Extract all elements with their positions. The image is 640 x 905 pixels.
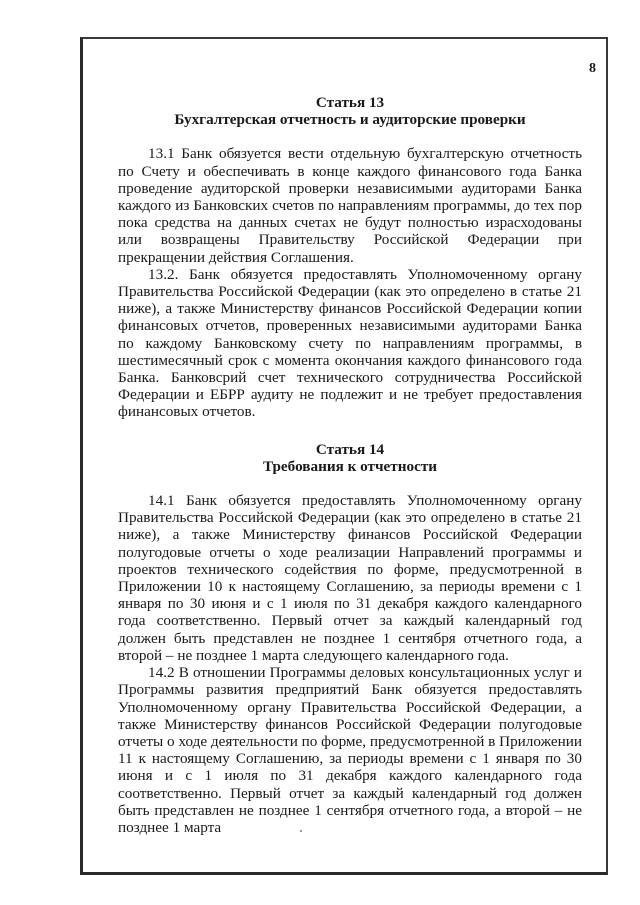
article-14 — [118, 441, 582, 836]
article-spacer — [118, 421, 582, 441]
page-number: 8 — [589, 61, 596, 76]
scan-speck — [300, 830, 302, 832]
article-13-heading: Статья 13 — [315, 94, 385, 111]
paragraph-13-1: 13.1 Банк обязуется вести отдельную бухгалтерскую отчетность по Счету и обеспечивать в конце каждого финансового года Банка проведение аудиторской проверки независимыми аудиторами Банка каждого из Банковских счетов по направлениям программы, до тех пор пока средства на данных счетах не будут полностью израсходованы или возвращены Правительству Российской Федерации при прекращении действия Соглашения. — [118, 145, 582, 266]
paragraph-13-2: 13.2. Банк обязуется предоставлять Уполномоченному органу Правительства Российской Федерации (как это определено в статье 21 ниже), а также Министерству финансов Российской Федерации копии финансовых отчетов, проверенных независимыми аудиторами Банка по каждому Банковскому счету по направлениям программы, в шестимесячный срок с момента окончания каждого финансового года Банка. Банковсрий счет технического сотрудничества Российской Федерации и ЕБРР аудиту не подлежит и не требует предоставления финансовых отчетов. — [118, 265, 582, 421]
article-14-title: Требования к отчетности — [262, 457, 438, 475]
paragraph-14-1: 14.1 Банк обязуется предоставлять Уполномоченному органу Правительства Российской Федерации (как это определено в статье 21 ниже), а также Министерству финансов Российской Федерации полугодовые отчеты о ходе реализации Направлений программы и проектов технического содействия по форме, предусмотренной в Приложении 10 к настоящему Соглашению, за периоды времени с 1 января по 30 июня и с 1 июля по 31 декабря каждого календарного года соответственно. Первый отчет за каждый календарный год должен быть представлен не позднее 1 сентября отчетного года, а второй – не позднее 1 марта следующего календарного года. — [118, 492, 582, 664]
article-14-heading: Статья 14 — [315, 440, 385, 458]
article-13 — [118, 94, 582, 421]
document-body — [118, 94, 582, 836]
paragraph-14-2: 14.2 В отношении Программы деловых консультационных услуг и Программы развития предприятий Банк обязуется предоставлять Уполномоченному органу Правительства Российской Федерации, а также Министерству финансов Российской Федерации полугодовые отчеты о ходе деятельности по форме, предусмотренной в Приложении 11 к настоящему Соглашению, за периоды времени с 1 января по 30 июня и с 1 июля по 31 декабря каждого календарного года соответственно. Первый отчет за каждый календарный год должен быть представлен не позднее 1 сентября отчетного года, а второй – не позднее 1 марта — [118, 664, 583, 836]
article-13-title: Бухгалтерская отчетность и аудиторские проверки — [174, 111, 526, 129]
